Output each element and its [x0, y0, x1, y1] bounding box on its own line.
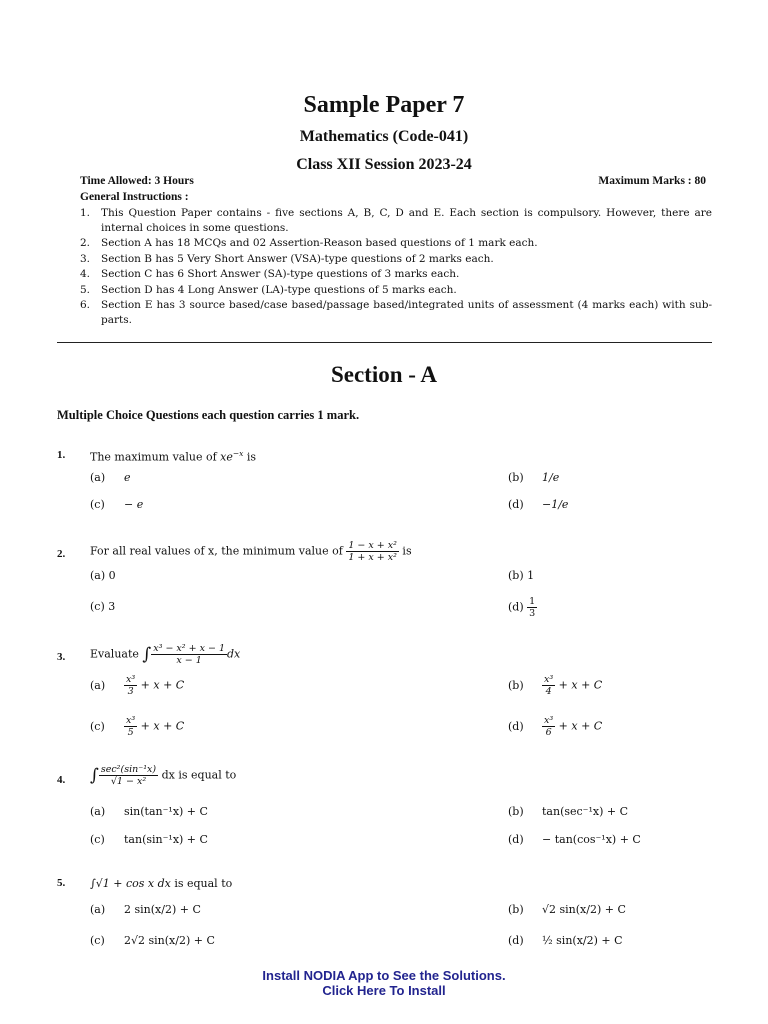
question-text-part: is: [243, 450, 257, 464]
math-fraction: [346, 540, 399, 563]
question-text: [90, 449, 256, 464]
question-text: [90, 764, 236, 787]
option-c[interactable]: [90, 498, 143, 511]
option-label: (d): [508, 498, 524, 511]
fraction-denominator: 5: [127, 727, 134, 738]
instruction-item: [80, 252, 712, 267]
option-c[interactable]: [90, 934, 215, 947]
question-text-part: dx: [227, 647, 241, 661]
math-fraction: [99, 764, 158, 787]
instruction-item: [80, 236, 712, 251]
option-label: (a): [90, 471, 106, 484]
option-value: + x + C: [558, 678, 603, 692]
option-value: sin(tan⁻¹x) + C: [124, 805, 208, 818]
option-label: (d): [508, 934, 524, 947]
instruction-text: Section C has 6 Short Answer (SA)-type questions of 3 marks each.: [101, 268, 460, 280]
option-value: −1/e: [542, 498, 569, 511]
instruction-number: 1.: [80, 207, 91, 219]
option-a[interactable]: [90, 471, 131, 484]
question-number: 2.: [57, 548, 66, 560]
fraction-numerator: sec²(sin⁻¹x): [100, 764, 157, 775]
question-text-part: is: [402, 544, 412, 558]
instruction-text: Section D has 4 Long Answer (LA)-type questions of 5 marks each.: [101, 284, 457, 296]
option-value: 2√2 sin(x/2) + C: [124, 934, 215, 947]
question-text-part: is equal to: [170, 877, 233, 890]
section-title: Section - A: [330, 362, 438, 387]
integral-sign-icon: ∫: [90, 765, 99, 786]
divider: [57, 342, 712, 343]
option-b[interactable]: [508, 674, 602, 697]
question-text: [90, 877, 232, 890]
option-value: + x + C: [140, 719, 185, 733]
option-label: (c): [90, 934, 105, 947]
fraction-numerator: x³: [126, 674, 136, 685]
option-value: + x + C: [558, 719, 603, 733]
instruction-number: 5.: [80, 284, 91, 296]
option-value: tan(sec⁻¹x) + C: [542, 805, 629, 818]
install-app-link[interactable]: Install NODIA App to See the Solutions.: [262, 968, 506, 983]
question-number: 3.: [57, 651, 66, 663]
question-number: 5.: [57, 877, 66, 889]
option-label: (c): [90, 833, 105, 846]
fraction-numerator: 1: [529, 596, 536, 607]
fraction-numerator: x³: [544, 674, 554, 685]
option-d[interactable]: [508, 934, 623, 947]
option-value: ½ sin(x/2) + C: [542, 934, 623, 947]
option-b[interactable]: [508, 805, 628, 818]
session-line: Class XII Session 2023-24: [296, 156, 472, 173]
instruction-text: Section E has 3 source based/case based/passage based/integrated units of assessment (4 marks each) with sub-parts.: [101, 299, 712, 326]
option-label: (a): [90, 805, 106, 818]
instruction-item: [80, 267, 712, 282]
fraction-numerator: x³ − x² + x − 1: [153, 643, 225, 654]
question-text-part: dx is equal to: [161, 768, 237, 782]
math-expression: xe: [220, 450, 233, 464]
option-a[interactable]: [90, 903, 201, 916]
option-a[interactable]: [90, 569, 116, 582]
paper-title: Sample Paper 7: [303, 92, 465, 118]
integral-sign-icon: ∫: [142, 644, 152, 665]
option-value: 1/e: [542, 471, 560, 484]
fraction-numerator: 1 − x + x²: [348, 540, 397, 551]
option-label: (b): [508, 471, 524, 484]
instruction-number: 3.: [80, 253, 91, 265]
option-label: (a): [90, 678, 106, 692]
option-label: (b) 1: [508, 569, 535, 582]
instructions-heading: General Instructions :: [80, 191, 189, 203]
math-expression: ∫√1 + cos x dx: [90, 877, 171, 890]
maximum-marks: Maximum Marks : 80: [598, 175, 706, 187]
click-to-install-link[interactable]: Click Here To Install: [322, 983, 446, 998]
math-superscript: −x: [232, 449, 244, 458]
question-text-part: Evaluate: [90, 647, 139, 661]
fraction-denominator: 1 + x + x²: [348, 552, 397, 563]
option-label: (d): [508, 719, 524, 733]
math-fraction: [124, 674, 137, 697]
option-label: (d): [508, 600, 524, 614]
instruction-number: 2.: [80, 237, 91, 249]
option-b[interactable]: [508, 569, 534, 582]
option-label: (b): [508, 678, 524, 692]
option-label: (c) 3: [90, 600, 116, 613]
instruction-item: [80, 298, 712, 328]
option-a[interactable]: [90, 805, 208, 818]
option-label: (b): [508, 903, 524, 916]
option-label: (d): [508, 833, 524, 846]
option-value: − tan(cos⁻¹x) + C: [542, 833, 641, 846]
option-label: (a): [90, 903, 106, 916]
option-b[interactable]: [508, 471, 559, 484]
instruction-number: 6.: [80, 299, 91, 311]
instruction-text: This Question Paper contains - five sections A, B, C, D and E. Each section is compulsory. However, there are internal choices in some questions.: [101, 207, 712, 234]
fraction-numerator: x³: [544, 715, 554, 726]
option-a[interactable]: [90, 674, 184, 697]
fraction-numerator: x³: [126, 715, 136, 726]
math-fraction: [542, 674, 555, 697]
option-label: (a) 0: [90, 569, 116, 582]
option-c[interactable]: [90, 715, 184, 738]
option-value: e: [124, 471, 131, 484]
question-text: [90, 540, 412, 563]
instruction-text: Section B has 5 Very Short Answer (VSA)-type questions of 2 marks each.: [101, 253, 494, 265]
option-c[interactable]: [90, 833, 208, 846]
fraction-denominator: 4: [545, 686, 552, 697]
question-number: 4.: [57, 774, 66, 786]
question-text: [90, 643, 240, 666]
option-label: (c): [90, 498, 105, 511]
fraction-denominator: √1 − x²: [110, 776, 147, 787]
instruction-item: [80, 283, 712, 298]
option-d[interactable]: [508, 498, 568, 511]
option-b[interactable]: [508, 903, 626, 916]
time-allowed: Time Allowed: 3 Hours: [80, 175, 194, 187]
section-heading: Multiple Choice Questions each question carries 1 mark.: [57, 408, 360, 422]
fraction-denominator: 3: [127, 686, 134, 697]
subject-line: Mathematics (Code-041): [299, 128, 469, 145]
math-fraction: [527, 596, 537, 619]
option-value: + x + C: [140, 678, 185, 692]
option-label: (c): [90, 719, 105, 733]
option-d[interactable]: [508, 596, 537, 619]
option-value: − e: [124, 498, 144, 511]
option-d[interactable]: [508, 833, 641, 846]
option-d[interactable]: [508, 715, 602, 738]
question-text-part: For all real values of x, the minimum value of: [90, 544, 343, 558]
fraction-denominator: x − 1: [176, 655, 202, 666]
option-value: 2 sin(x/2) + C: [124, 903, 201, 916]
instruction-number: 4.: [80, 268, 91, 280]
option-value: √2 sin(x/2) + C: [542, 903, 626, 916]
question-text-part: The maximum value of: [90, 450, 221, 464]
fraction-denominator: 3: [529, 608, 536, 619]
instruction-text: Section A has 18 MCQs and 02 Assertion-Reason based questions of 1 mark each.: [101, 237, 538, 249]
math-fraction: [151, 643, 227, 666]
option-label: (b): [508, 805, 524, 818]
fraction-denominator: 6: [545, 727, 552, 738]
instruction-item: [80, 206, 712, 236]
math-fraction: [542, 715, 555, 738]
option-c[interactable]: [90, 600, 115, 613]
math-fraction: [124, 715, 137, 738]
question-number: 1.: [57, 449, 66, 461]
option-value: tan(sin⁻¹x) + C: [124, 833, 208, 846]
